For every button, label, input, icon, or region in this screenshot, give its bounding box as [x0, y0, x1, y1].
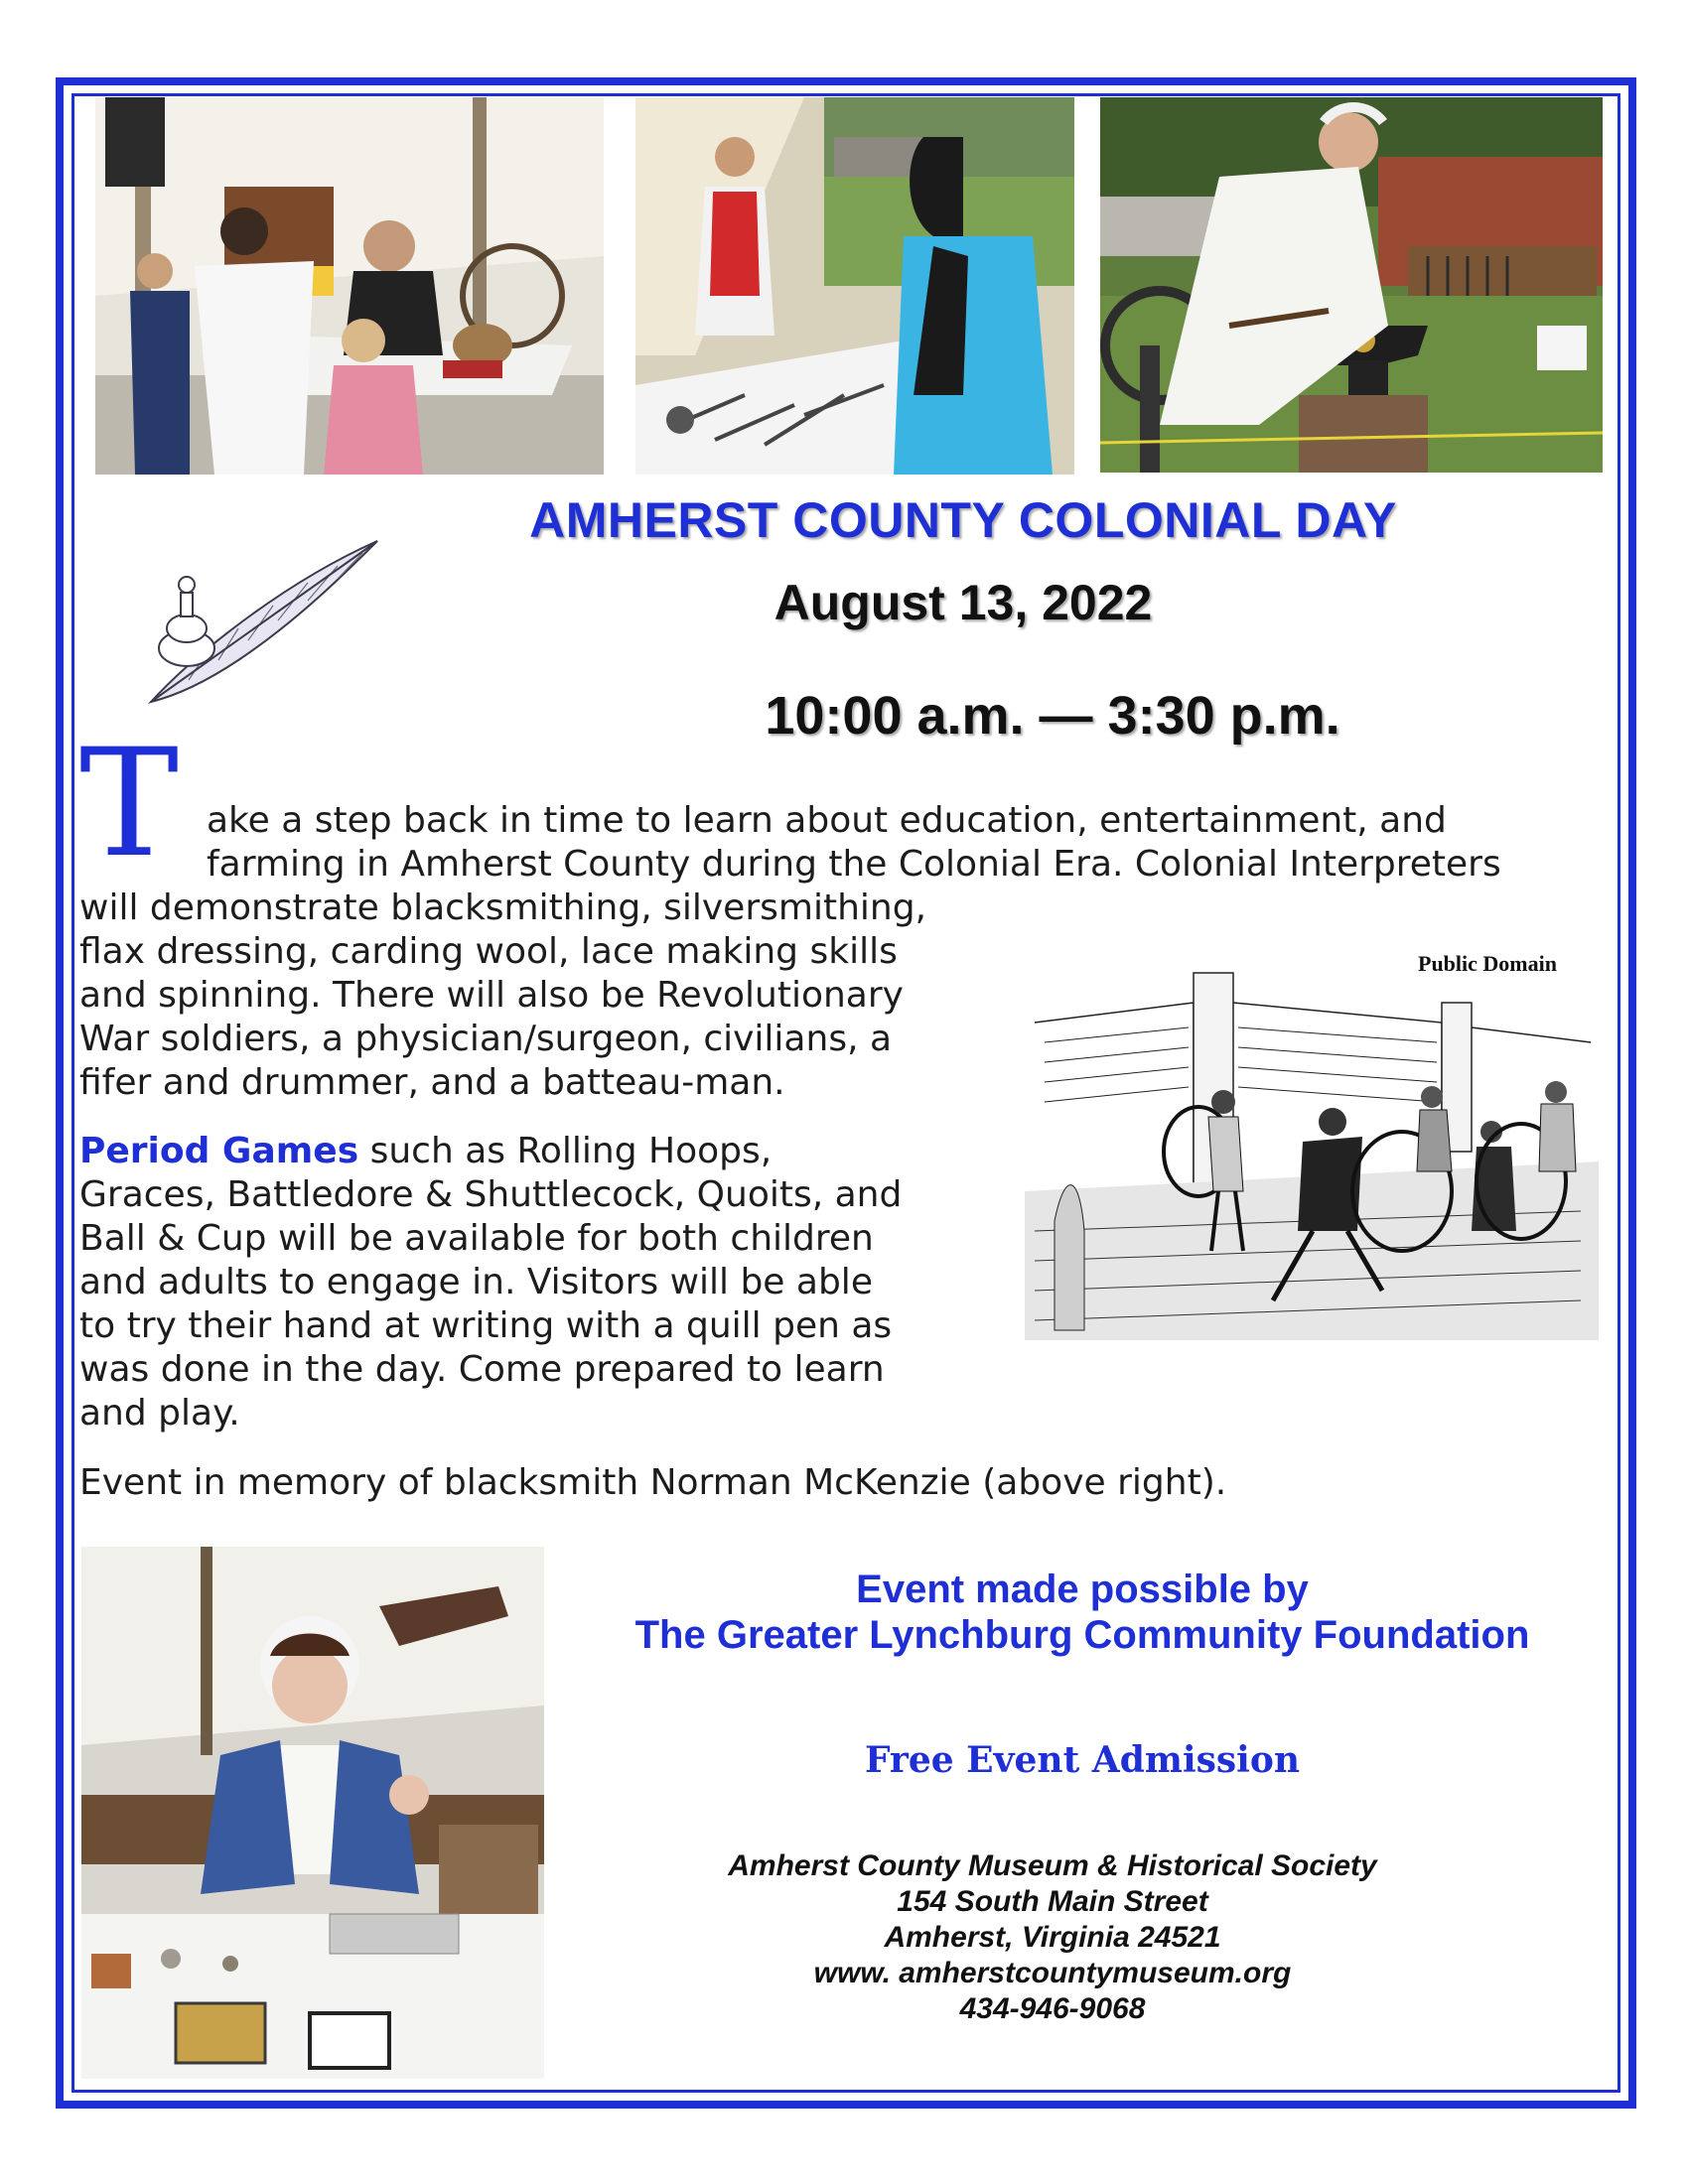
org-name: Amherst County Museum & Historical Society	[728, 1849, 1377, 1882]
intro-line: will demonstrate blacksmithing, silversmithing,	[79, 887, 926, 928]
games-line: Ball & Cup will be available for both children	[79, 1218, 874, 1259]
games-first-line	[79, 1130, 902, 1173]
sponsor-line-2: The Greater Lynchburg Community Foundation	[634, 1613, 1530, 1657]
games-paragraph	[79, 1130, 902, 1435]
contact-block	[616, 1848, 1489, 2027]
event-title: AMHERST COUNTY COLONIAL DAY	[529, 492, 1397, 548]
phone-number: 434-946-9068	[959, 1992, 1146, 2025]
games-line: was done in the day. Come prepared to learn	[79, 1349, 885, 1390]
event-date: August 13, 2022	[774, 575, 1153, 630]
intro-line: ake a step back in time to learn about education, entertainment, and	[207, 800, 1447, 841]
quill-inkwell-illustration	[129, 531, 387, 710]
games-line: and adults to engage in. Visitors will be able	[79, 1262, 873, 1302]
intro-line: War soldiers, a physician/surgeon, civilians, a	[79, 1019, 893, 1059]
games-line: to try their hand at writing with a quill pen as	[79, 1305, 893, 1346]
intro-opening-lines	[207, 799, 1501, 887]
photo-interpreter-tool-table	[635, 97, 1074, 475]
event-time: 10:00 a.m. — 3:30 p.m.	[765, 686, 1340, 746]
intro-line: and spinning. There will also be Revolutionary	[79, 975, 904, 1016]
photo-colonial-woman-interpreter	[81, 1547, 544, 2079]
photo-children-craft-table	[95, 97, 604, 475]
intro-line: flax dressing, carding wool, lace making skills	[79, 931, 898, 972]
sponsor-line-1: Event made possible by	[856, 1568, 1309, 1611]
intro-paragraph	[79, 887, 926, 1105]
memorial-note: Event in memory of blacksmith Norman McKenzie (above right).	[79, 1462, 1227, 1503]
admission-note: Free Event Admission	[864, 1739, 1301, 1781]
street-address: 154 South Main Street	[897, 1885, 1208, 1918]
games-line: and play.	[79, 1393, 240, 1433]
games-first-line-rest: such as Rolling Hoops,	[358, 1131, 773, 1171]
website-link[interactable]: www. amherstcountymuseum.org	[813, 1957, 1292, 1989]
city-state-zip: Amherst, Virginia 24521	[884, 1921, 1221, 1954]
engraving-credit: Public Domain	[1418, 951, 1557, 976]
drop-cap: T	[79, 718, 180, 890]
sponsor-block	[536, 1567, 1628, 1658]
games-line: Graces, Battledore & Shuttlecock, Quoits, and	[79, 1174, 903, 1215]
photo-blacksmith-anvil	[1100, 97, 1603, 473]
intro-line: fifer and drummer, and a batteau-man.	[79, 1062, 785, 1103]
intro-line: farming in Amherst County during the Colonial Era. Colonial Interpreters	[207, 844, 1501, 885]
period-games-highlight: Period Games	[79, 1131, 359, 1171]
engraving-rolling-hoops	[1025, 933, 1599, 1340]
